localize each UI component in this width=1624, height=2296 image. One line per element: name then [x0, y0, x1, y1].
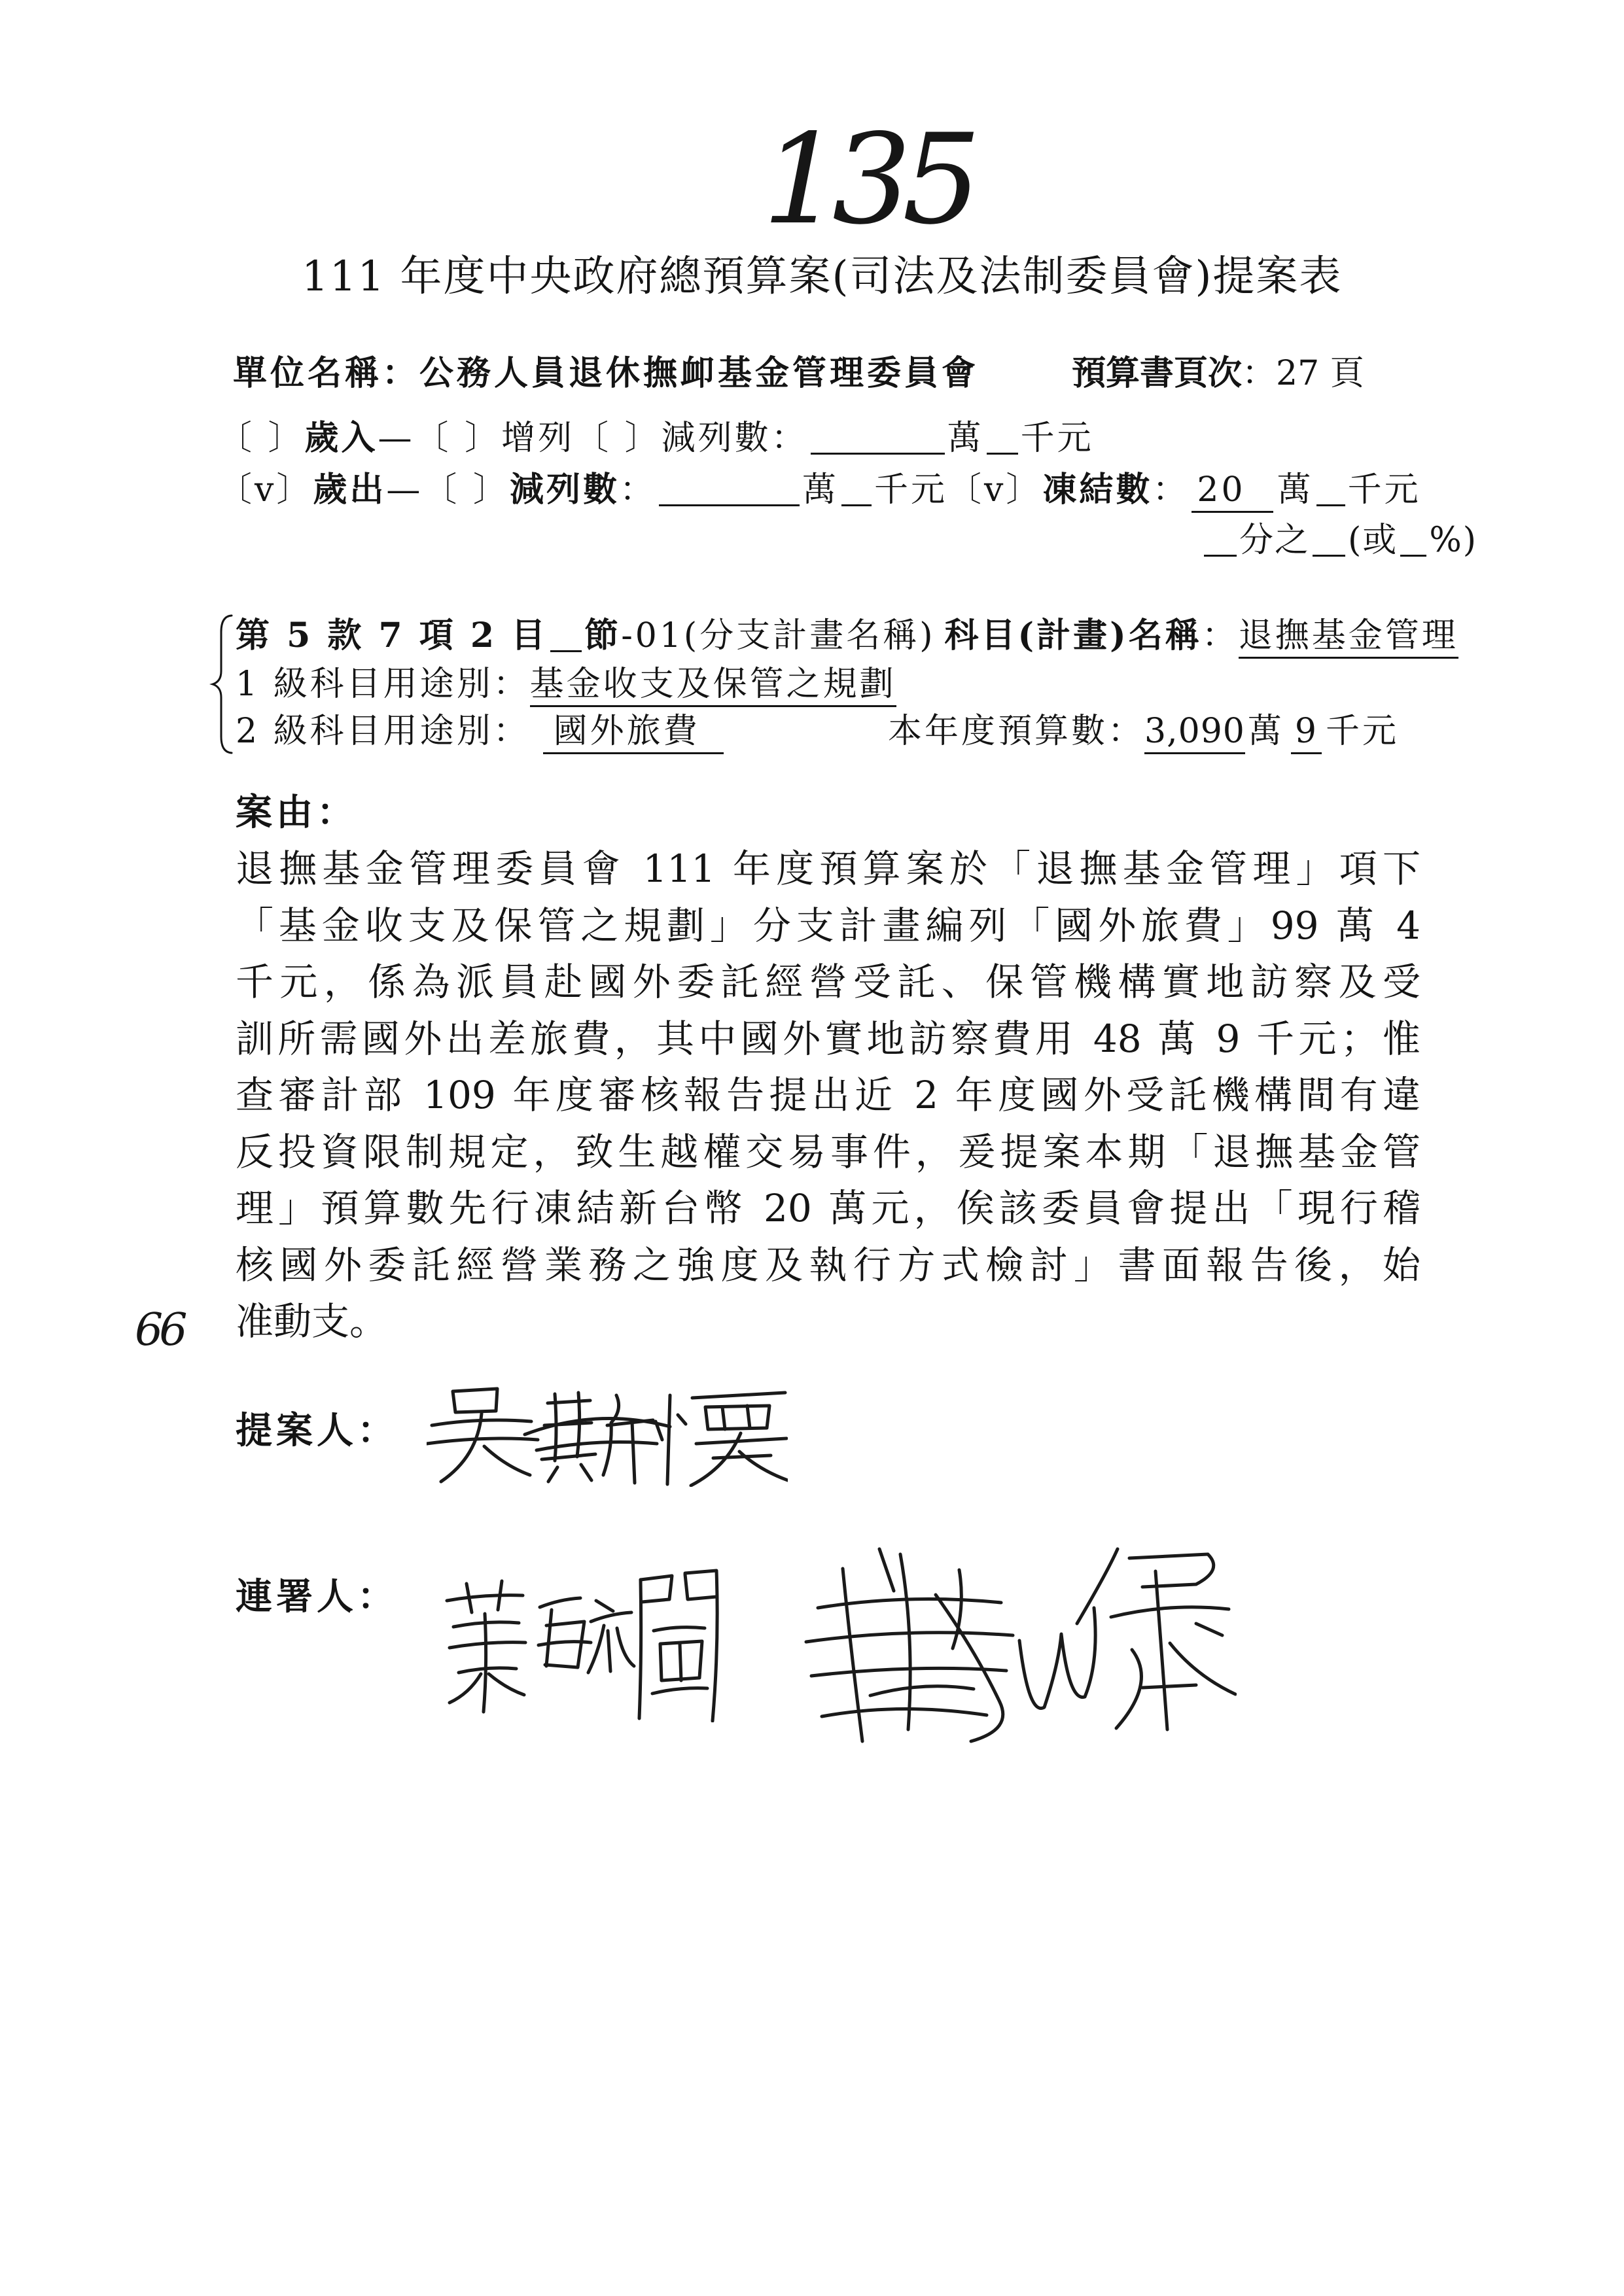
- expense-checkbox: 〔v〕: [218, 470, 313, 510]
- account-section: 節: [584, 616, 622, 655]
- expense-reduce-label: 減列數: [509, 470, 620, 510]
- page-title: 111 年度中央政府總預算案(司法及法制委員會)提案表: [302, 252, 1343, 301]
- account-name-label: 科目(計畫)名稱: [944, 616, 1202, 655]
- account-name-colon: ：: [1201, 616, 1239, 655]
- expense-reduce-checkbox: —〔 〕: [386, 470, 510, 510]
- expense-reduce-colon: ：: [619, 470, 656, 510]
- account-line-1: [236, 617, 1458, 659]
- level2-usage-value: 國外旅費: [543, 714, 724, 754]
- reason-line: 千元，係為派員赴國外委託經營受託、保管機構實地訪察及受: [236, 960, 1421, 1004]
- reason-line: 理」預算數先行凍結新台幣 20 萬元，俟該委員會提出「現行稽: [236, 1186, 1421, 1230]
- freeze-colon: ：: [1152, 470, 1190, 510]
- revenue-qian-unit: 千元: [1020, 419, 1094, 458]
- annual-budget-qian-unit: 千元: [1326, 712, 1400, 751]
- annual-budget-wan: 3,090: [1144, 714, 1245, 754]
- reason-line: 查審計部 109 年度審核報告提出近 2 年度國外受託機構間有違: [236, 1073, 1421, 1117]
- expense-label: 歲出: [313, 470, 387, 510]
- expense-wan-blank: [659, 477, 800, 506]
- freeze-qian-blank: [1316, 477, 1345, 506]
- expense-qian-checkbox: 千元〔v〕: [874, 470, 1043, 510]
- proposer-label: 提案人：: [236, 1409, 398, 1452]
- revenue-line: [218, 420, 1094, 457]
- reason-line: 反投資限制規定，致生越權交易事件，爰提案本期「退撫基金管: [236, 1129, 1421, 1174]
- cosigner-signature-2: [802, 1531, 1237, 1752]
- fraction-line: [1204, 522, 1477, 559]
- budget-page-ref: [1072, 355, 1364, 392]
- account-section-blank: [550, 623, 582, 652]
- freeze-amount: 20: [1192, 472, 1273, 513]
- fraction-label: 分之: [1239, 521, 1311, 560]
- revenue-options: —〔 〕增列〔 〕減列數：: [378, 419, 808, 458]
- freeze-qian-unit: 千元: [1347, 470, 1421, 510]
- level1-usage-value: 基金收支及保管之規劃: [530, 667, 896, 707]
- unit-name: 單位名稱：公務人員退休撫卹基金管理委員會: [233, 353, 980, 393]
- fraction-numerator-blank: [1204, 527, 1237, 557]
- reason-line: 准動支。: [236, 1299, 388, 1344]
- account-name-value: 退撫基金管理: [1239, 618, 1458, 659]
- annual-budget-qian: 9: [1291, 714, 1322, 754]
- revenue-qian-blank: [987, 425, 1018, 455]
- fraction-percent-close: %): [1429, 521, 1478, 560]
- account-line-2: [236, 666, 896, 707]
- account-line-3: [236, 713, 1453, 754]
- account-prefix: 第 5 款 7 項 2 目: [236, 616, 548, 655]
- handwritten-page-number: 135: [762, 107, 972, 252]
- annual-budget-label: 本年度預算數：: [888, 712, 1145, 751]
- freeze-wan-unit: 萬: [1277, 470, 1314, 510]
- revenue-wan-unit: 萬: [947, 419, 984, 458]
- reason-heading: 案由：: [236, 791, 357, 834]
- annual-budget-wan-unit: 萬: [1247, 712, 1284, 751]
- level1-usage-label: 1 級科目用途別：: [236, 665, 530, 704]
- level2-usage-label: 2 級科目用途別：: [236, 712, 530, 751]
- proposer-signature: [427, 1383, 788, 1487]
- account-branch: -01(分支計畫名稱): [621, 616, 936, 655]
- revenue-label: 歲入: [304, 418, 378, 458]
- revenue-checkbox: 〔 〕: [218, 419, 305, 458]
- expense-line: [218, 472, 1421, 513]
- annual-budget: [888, 713, 1399, 754]
- reason-line: 「基金收支及保管之規劃」分支計畫編列「國外旅費」99 萬 4: [236, 903, 1421, 948]
- expense-qian-blank: [841, 477, 872, 506]
- cosigner-signature-1: [442, 1560, 721, 1722]
- fraction-denominator-blank: [1313, 527, 1345, 557]
- account-brace: [209, 614, 236, 755]
- handwritten-margin-note: 66: [135, 1304, 184, 1356]
- reason-line: 訓所需國外出差旅費，其中國外實地訪察費用 48 萬 9 千元；惟: [236, 1016, 1421, 1061]
- cosigner-label: 連署人：: [236, 1575, 398, 1618]
- freeze-label: 凍結數: [1042, 470, 1153, 510]
- percent-blank: [1400, 527, 1426, 557]
- revenue-wan-blank: [811, 425, 945, 455]
- budget-page-label: 預算書頁次: [1072, 353, 1243, 393]
- expense-wan-unit: 萬: [802, 470, 839, 510]
- reason-paragraph: [236, 841, 1421, 1350]
- reason-line: 核國外委託經營業務之強度及執行方式檢討」書面報告後，始: [236, 1242, 1421, 1287]
- budget-page-value: ：27 頁: [1242, 354, 1364, 393]
- fraction-or-open: (或: [1348, 521, 1398, 560]
- reason-line: 退撫基金管理委員會 111 年度預算案於「退撫基金管理」項下: [236, 846, 1421, 891]
